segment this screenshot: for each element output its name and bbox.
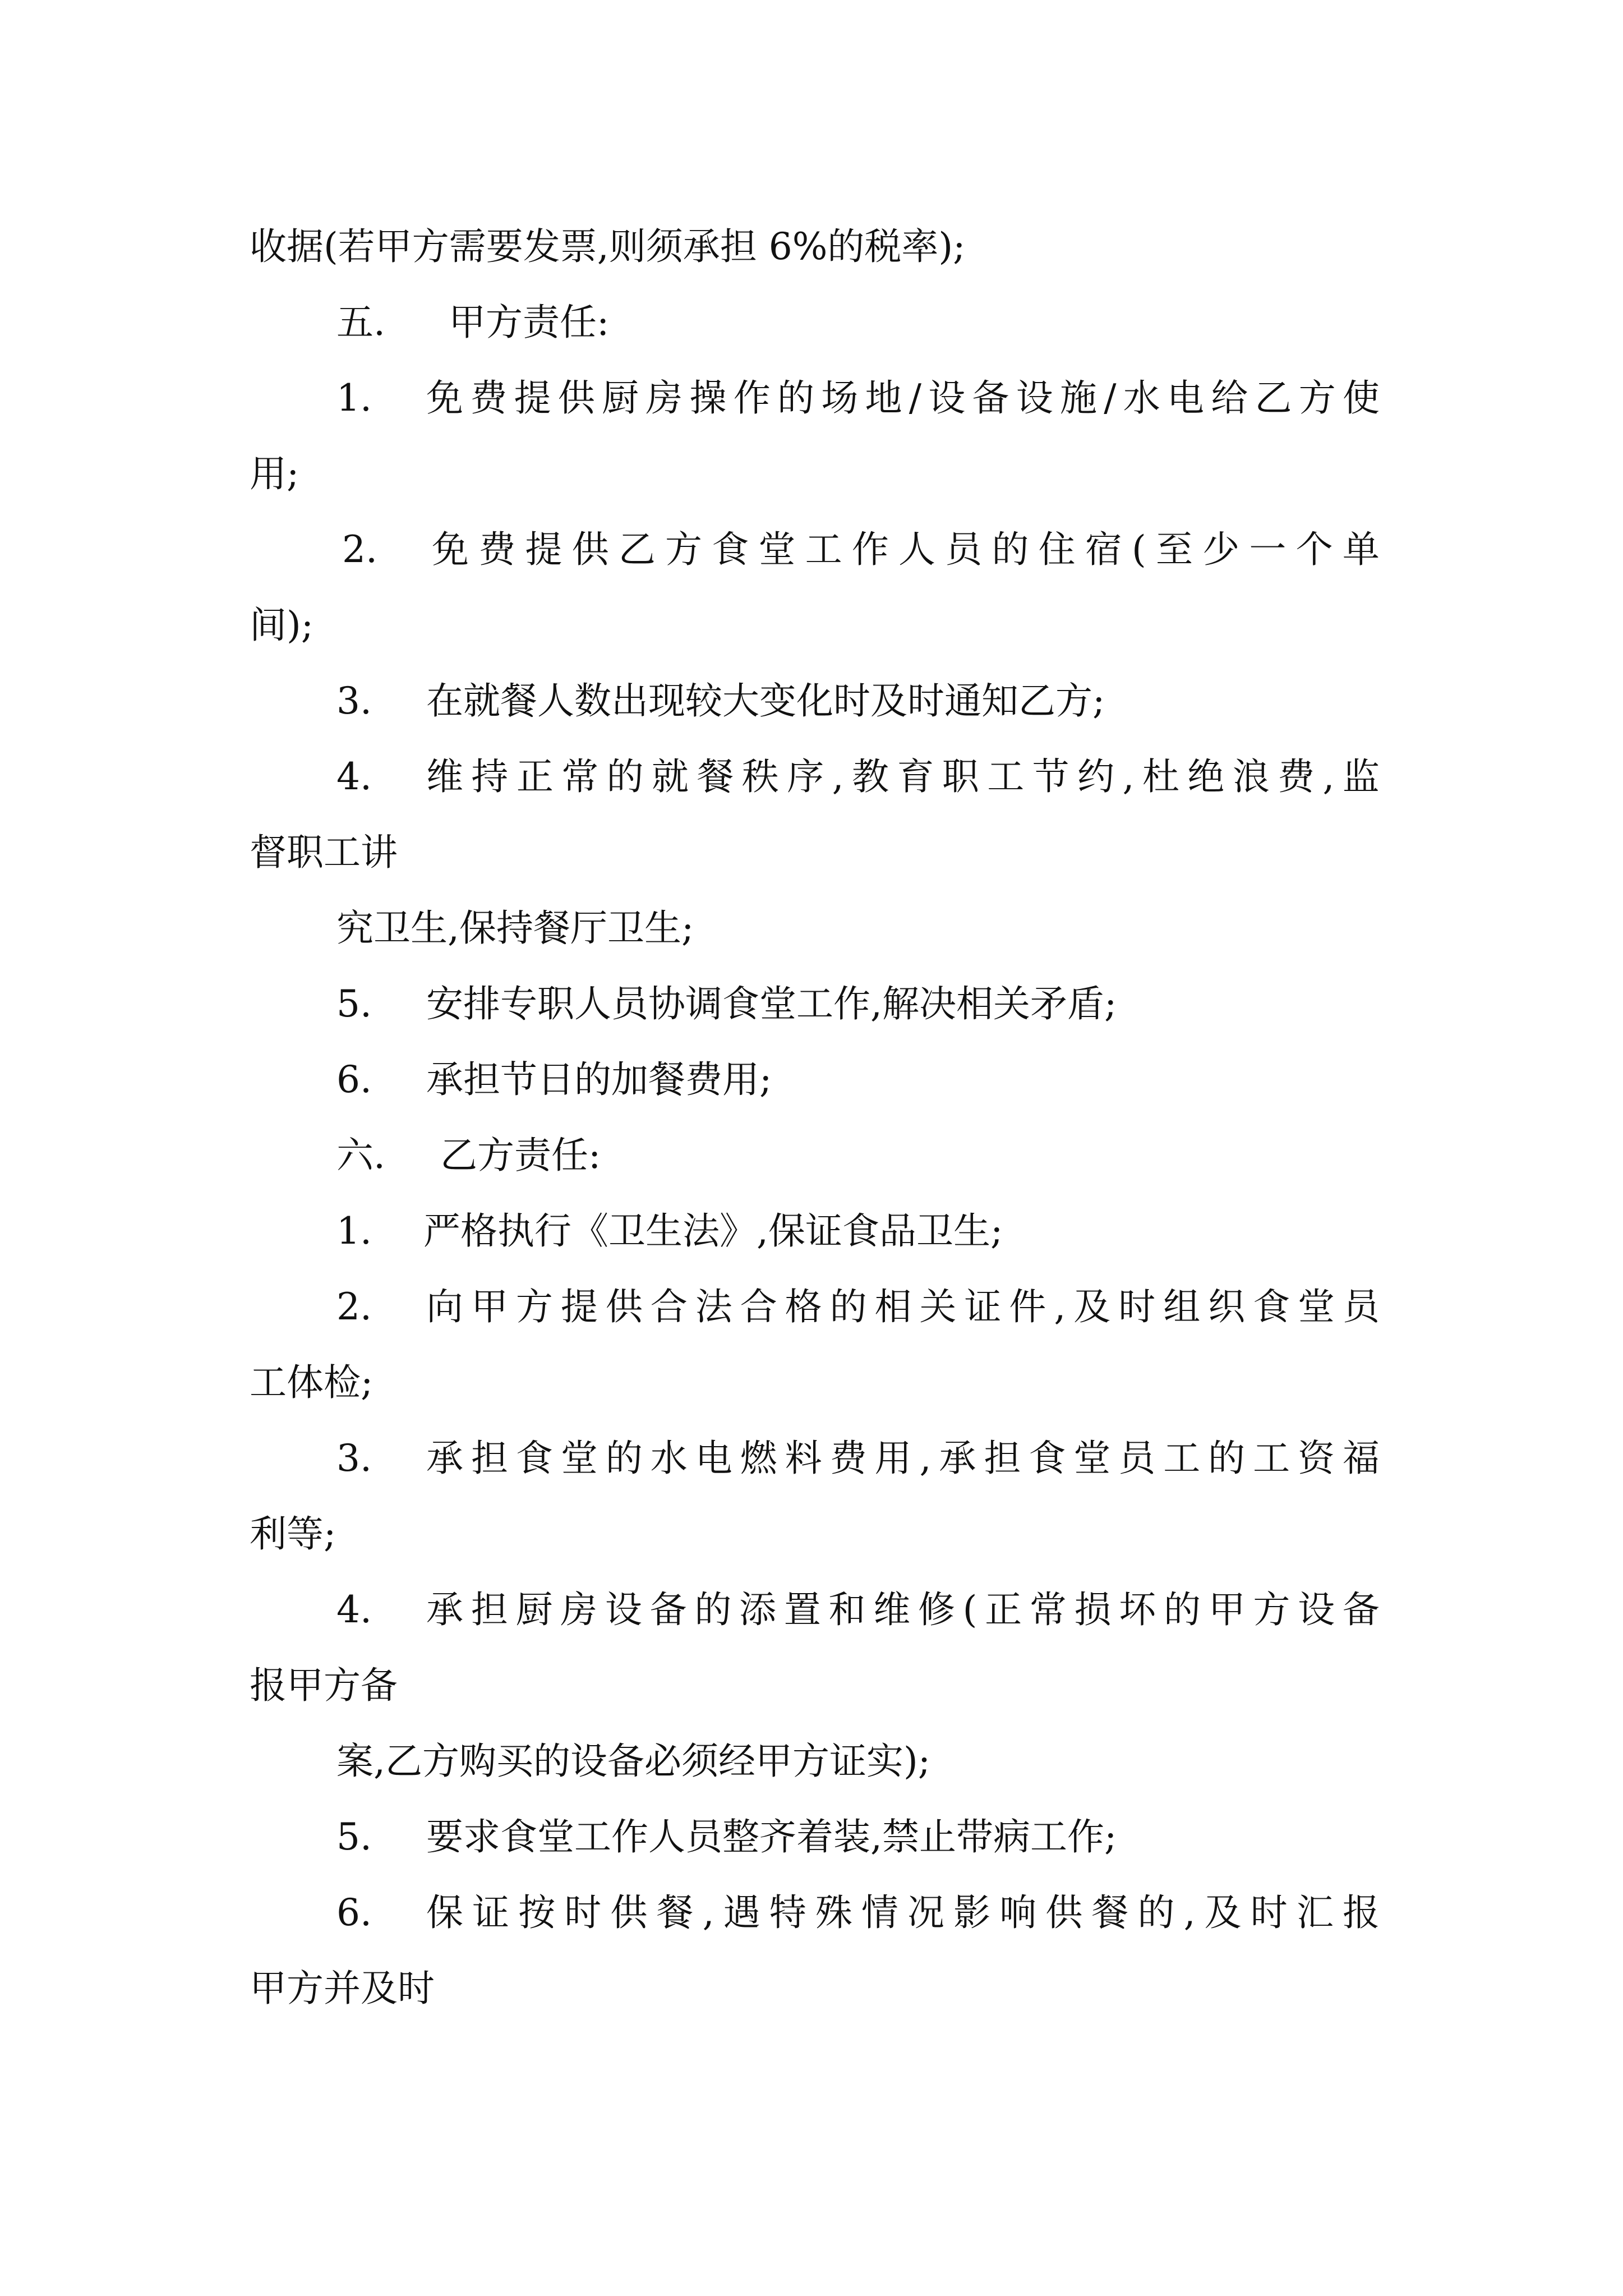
list-item [0, 1806, 1623, 1868]
line-text: 利等; [250, 1512, 336, 1556]
item-number: 1. [336, 376, 372, 420]
paragraph-line [0, 1958, 1623, 2019]
item-number: 6. [336, 1058, 372, 1101]
item-text: 要求食堂工作人员整齐着装,禁止带病工作; [426, 1815, 1117, 1858]
line-text: 间); [250, 604, 313, 647]
section-title: 乙方责任: [440, 1134, 601, 1177]
item-number: 5. [336, 1815, 372, 1858]
list-item [0, 670, 1623, 732]
item-text: 严格执行《卫生法》,保证食品卫生; [423, 1209, 1003, 1253]
list-item [0, 746, 1623, 808]
paragraph-line [0, 595, 1623, 656]
item-number: 5. [336, 982, 372, 1025]
list-item [0, 367, 1623, 429]
item-text: 免 费 提 供 乙 方 食 堂 工 作 人 员 的 住 宿 ( 至 少 一 个 单 [432, 528, 1380, 571]
item-number: 3. [336, 679, 372, 723]
line-text: 报甲方备 [250, 1664, 398, 1707]
list-item [0, 1579, 1623, 1641]
paragraph-line [0, 216, 1623, 278]
section-number: 六. [336, 1134, 385, 1177]
line-text: 案,乙方购买的设备必须经甲方证实); [336, 1740, 930, 1783]
list-item [0, 1276, 1623, 1338]
section-number: 五. [336, 301, 385, 344]
list-item [0, 1428, 1623, 1489]
section-heading [0, 1125, 1623, 1186]
line-text: 用; [250, 452, 299, 495]
paragraph-line [0, 1655, 1623, 1717]
list-item [0, 1882, 1623, 1944]
line-text: 究卫生,保持餐厅卫生; [336, 907, 694, 950]
paragraph-line [0, 822, 1623, 884]
item-text: 维 持 正 常 的 就 餐 秩 序 , 教 育 职 工 节 约 , 杜 绝 浪 费 , 监 [426, 755, 1380, 798]
section-title: 甲方责任: [449, 301, 610, 344]
item-text: 免 费 提 供 厨 房 操 作 的 场 地 / 设 备 设 施 / 水 电 给 乙 方 使 [426, 376, 1380, 420]
paragraph-line [0, 1352, 1623, 1414]
item-text: 承担节日的加餐费用; [426, 1058, 772, 1101]
paragraph-line [0, 1503, 1623, 1565]
item-number: 2. [336, 1285, 372, 1328]
item-number: 4. [336, 755, 372, 798]
item-number: 1. [336, 1209, 372, 1253]
item-text: 承 担 食 堂 的 水 电 燃 料 费 用 , 承 担 食 堂 员 工 的 工 资 福 [426, 1437, 1380, 1480]
list-item [0, 519, 1623, 581]
item-number: 3. [336, 1437, 372, 1480]
paragraph-line [0, 898, 1623, 959]
item-text: 向 甲 方 提 供 合 法 合 格 的 相 关 证 件 , 及 时 组 织 食 堂 员 [426, 1285, 1380, 1328]
item-number: 2. [342, 528, 377, 571]
item-text: 安排专职人员协调食堂工作,解决相关矛盾; [426, 982, 1117, 1025]
item-number: 6. [336, 1891, 372, 1934]
item-text: 承 担 厨 房 设 备 的 添 置 和 维 修 ( 正 常 损 坏 的 甲 方 设 备 [426, 1588, 1380, 1631]
paragraph-line [0, 443, 1623, 505]
list-item [0, 1200, 1623, 1262]
line-text: 督职工讲 [250, 831, 398, 874]
line-text: 甲方并及时 [250, 1967, 435, 2010]
item-text: 在就餐人数出现较大变化时及时通知乙方; [426, 679, 1105, 723]
list-item [0, 1049, 1623, 1111]
section-heading [0, 292, 1623, 353]
line-text: 收据(若甲方需要发票,则须承担 6%的税率); [250, 225, 966, 268]
list-item [0, 973, 1623, 1035]
line-text: 工体检; [250, 1361, 374, 1404]
paragraph-line [0, 1731, 1623, 1792]
item-text: 保 证 按 时 供 餐 , 遇 特 殊 情 况 影 响 供 餐 的 , 及 时 汇 报 [426, 1891, 1380, 1934]
item-number: 4. [336, 1588, 372, 1631]
